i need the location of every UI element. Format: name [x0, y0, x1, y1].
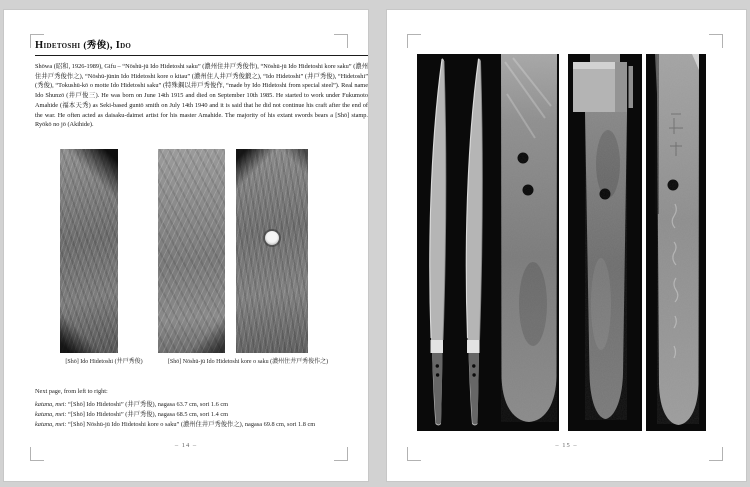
- tang-photo-2: [158, 149, 225, 353]
- photo-panel-signed-tang: [646, 54, 706, 431]
- work-item-type: katana, mei:: [35, 401, 67, 408]
- grain-texture: [585, 112, 627, 420]
- crop-mark-bottom-right: [709, 447, 723, 461]
- smith-name-kanji: (秀俊): [83, 41, 110, 51]
- smith-family-name: , Ido: [109, 40, 132, 51]
- work-item-details: “[Shō] Ido Hidetoshi” (井戸秀俊), nagasa 63.7 cm, sori 1.6 cm: [66, 401, 229, 408]
- crop-mark-bottom-left: [407, 447, 421, 461]
- crop-mark-bottom-right: [334, 447, 348, 461]
- work-item-type: katana, mei:: [35, 421, 67, 428]
- crop-mark-top-right: [334, 34, 348, 48]
- habaki-side-shade: [615, 62, 627, 112]
- crop-mark-top-left: [407, 34, 421, 48]
- right-page: [387, 10, 746, 481]
- photo-caption-1: [Shō] Ido Hidetoshi (井戸秀俊): [65, 359, 143, 365]
- crop-mark-top-right: [709, 34, 723, 48]
- photo-panel-blades: [417, 54, 559, 431]
- habaki-edge-sliver: [629, 66, 634, 108]
- tang-photo-1: [60, 149, 118, 353]
- photo-panel-habaki-tang: [568, 54, 642, 431]
- work-item-2: [35, 409, 368, 418]
- smith-name: Hidetoshi: [35, 40, 81, 51]
- tang-photo-3: [236, 149, 308, 353]
- crop-mark-bottom-left: [30, 447, 44, 461]
- works-list-intro: Next page, from left to right:: [35, 388, 108, 395]
- work-item-1: [35, 399, 368, 408]
- entry-paragraph: Shōwa (昭和, 1926-1989), Gifu – “Nōshū-jū Ido Hidetoshi saku” (濃州住井戸秀俊作), “Nōshū-jū Ido Hidetoshi kore saku” (濃州住井戸秀俊作之), “Nōshū-jūnin Ido Hidetoshi kore o kitau” (濃州住人井戸秀俊鍛之), “Ido Hidetoshi” (井戸秀俊), “Hidetoshi” (秀俊), “Tokushū-kō o motte Ido Hidetoshi saku” (特殊鋼以井戸秀俊作, “made by Ido Hidetoshi from special steel”). Real name Ido Shunzō (井戸俊三). He was born on June 14th 1915 and died on September 10th 1985. He started to work under Fukumoto Amahide (福本天秀) as Seki-based guntō smith on July 14th 1940 and it is said that he did not continue his craft after the end of the war. He often acted as daisaku-daimei artist for his master Amahide. The majority of his extant swords bears a [Shō] stamp. Ryōkō no jō (Akihide).: [35, 63, 368, 129]
- photo-caption-2: [Shō] Nōshū-jū Ido Hidetoshi kore o saku (濃州住井戸秀俊作之): [167, 359, 329, 365]
- page-number-right: – 15 –: [555, 442, 578, 449]
- blade-photographs: [387, 54, 746, 431]
- mekugi-ana-hole: [265, 231, 279, 245]
- work-item-3: [35, 419, 368, 428]
- left-page: [4, 10, 368, 481]
- title-rule: [35, 55, 368, 56]
- entry-title: [35, 37, 131, 51]
- grain-texture: [501, 54, 557, 422]
- grain-texture: [657, 54, 699, 424]
- work-item-type: katana, mei:: [35, 411, 67, 418]
- work-item-details: “[Shō] Nōshū-jū Ido Hidetoshi kore o saku” (濃州住井戸秀俊作之), nagasa 69.8 cm, sori 1.8 cm: [66, 421, 316, 428]
- work-item-details: “[Shō] Ido Hidetoshi” (井戸秀俊), nagasa 68.5 cm, sori 1.4 cm: [66, 411, 229, 418]
- page-number-left: – 14 –: [174, 442, 198, 449]
